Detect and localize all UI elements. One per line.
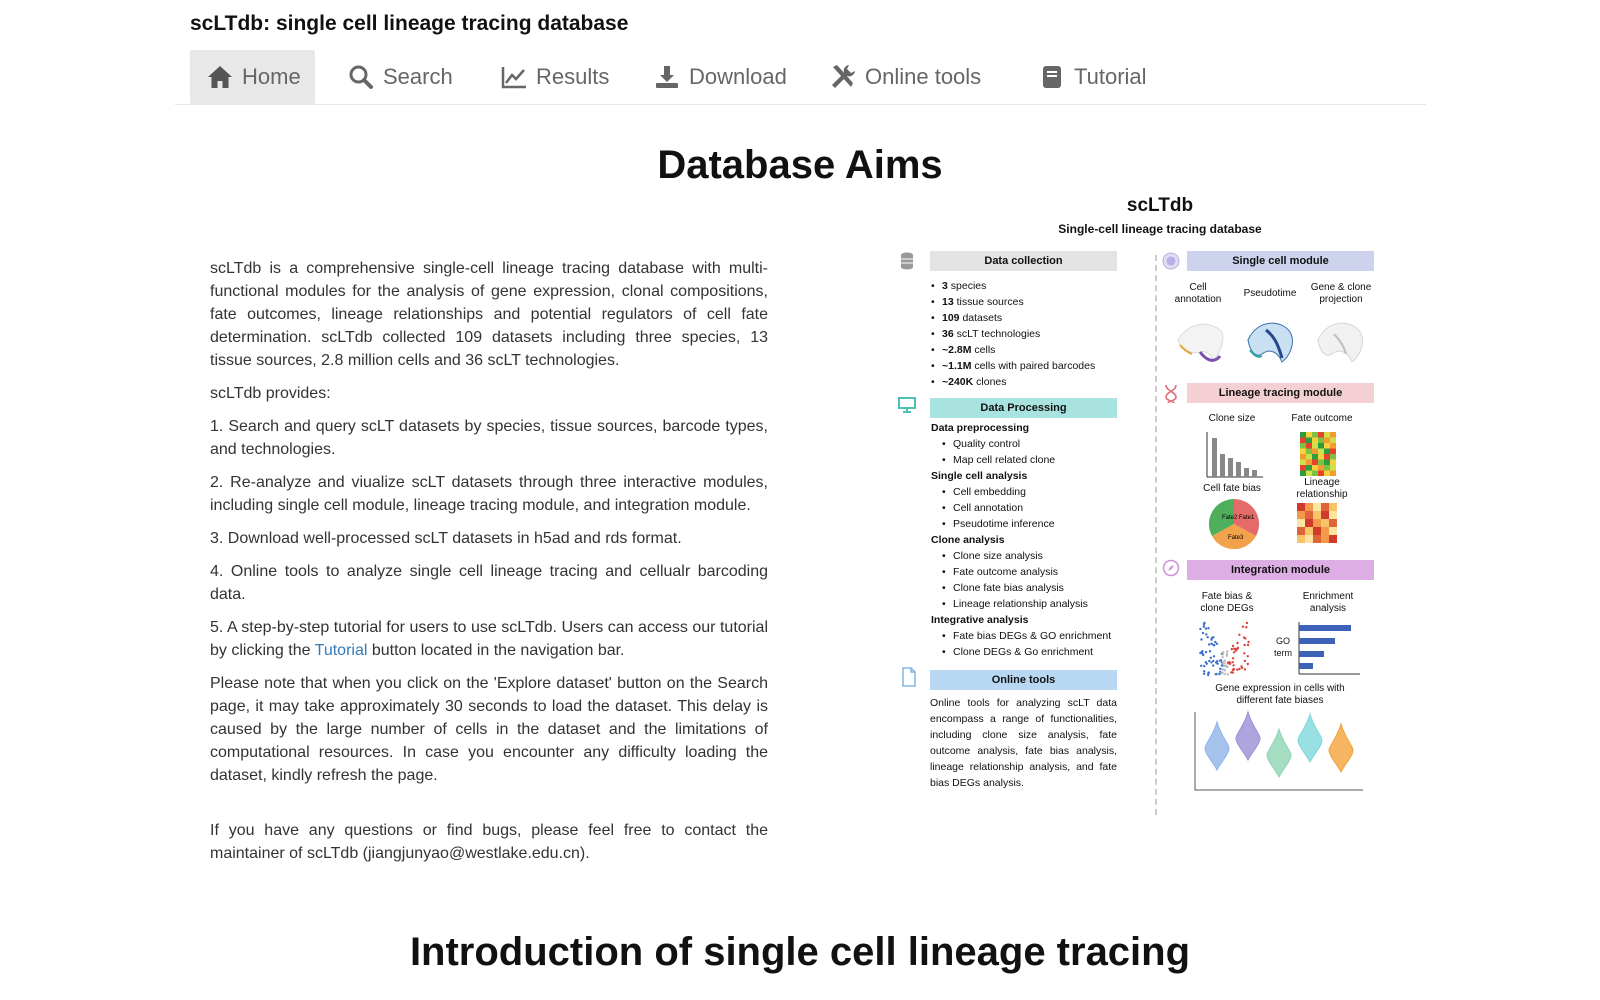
heatmap-cell [1329,511,1337,519]
main-nav [175,50,1426,105]
volcano-point [1203,625,1205,627]
heatmap-cell [1321,511,1329,519]
volcano-point [1200,638,1202,640]
aims-provides: scLTdb provides: [210,385,331,402]
search-icon [347,63,375,91]
figure-title: scLTdb [1126,195,1194,216]
data-processing-group-title: Clone analysis [931,534,1005,546]
data-processing-item: • Map cell related clone [953,454,1055,466]
volcano-point [1224,673,1226,675]
umap-embeddings [1170,310,1380,370]
volcano-point [1207,627,1209,629]
volcano-point [1216,660,1218,662]
data-processing-item: • Quality control [953,438,1020,450]
heatmap-cell [1305,535,1313,543]
heatmap-cell [1305,503,1313,511]
violin-plot [1185,710,1365,795]
data-processing-item: • Clone DEGs & Go enrichment [953,646,1093,658]
heatmap-cell [1324,465,1330,471]
volcano-plot [1195,620,1255,678]
data-collection-item: • ~240K clones [942,376,1007,388]
data-collection-item: • 36 scLT technologies [942,328,1040,340]
monitor-icon [898,396,916,419]
nav-search[interactable] [347,50,453,104]
heatmap-cell [1321,527,1329,535]
heatmap-cell [1313,527,1321,535]
pie-label-fate3: Fate3 [1228,535,1244,541]
violin-shape [1298,714,1322,762]
heatmap-cell [1329,519,1337,527]
heatmap-cell [1305,527,1313,535]
clone-size-label: Clone size [1208,413,1256,424]
volcano-point [1208,643,1210,645]
volcano-point [1247,663,1249,665]
volcano-point [1209,650,1211,652]
volcano-point [1203,622,1205,624]
heatmap-cell [1312,454,1318,460]
volcano-point [1230,671,1232,673]
heatmap-cell [1321,503,1329,511]
heatmap-cell [1330,432,1336,438]
book-icon [1038,63,1066,91]
volcano-point [1210,661,1212,663]
aims-intro: scLTdb is a comprehensive single-cell lineage tracing database with multi-functional modules for the analysis of gene expression, clonal compositions, fate outcomes, lineage relationships and potential regulators of cell fate determination. scLTdb collected 109 datasets including three species, 13 tissue sources, 2.8 million cells and 36 scLT technologies. [210,260,768,369]
volcano-point [1229,663,1231,665]
volcano-point [1240,665,1242,667]
volcano-point [1247,644,1249,646]
heatmap-cell [1306,432,1312,438]
volcano-point [1215,673,1217,675]
data-processing-header: Data Processing [930,398,1117,418]
aims-item-4: 4. Online tools to analyze single cell lineage tracing and cellualr barcoding data. [210,563,768,603]
volcano-point [1247,641,1249,643]
violin-shape [1205,722,1229,770]
fate-outcome-heatmap [1300,432,1336,476]
heatmap-cell [1306,471,1312,477]
heatmap-cell [1313,519,1321,527]
heatmap-cell [1329,503,1337,511]
heatmap-cell [1306,449,1312,455]
nav-download[interactable] [653,50,787,104]
enrichment-analysis-label: Enrichment analysis [1302,591,1354,614]
volcano-point [1232,645,1234,647]
volcano-point [1210,643,1212,645]
heatmap-cell [1305,511,1313,519]
heatmap-cell [1300,432,1306,438]
heatmap-cell [1318,465,1324,471]
heatmap-cell [1318,460,1324,466]
volcano-point [1245,626,1247,628]
volcano-point [1199,628,1201,630]
heatmap-cell [1318,443,1324,449]
gene-clone-projection-label: Gene & clone projection [1310,282,1372,305]
data-collection-item: • 109 datasets [942,312,1002,324]
integration-module-header: Integration module [1187,560,1374,580]
heatmap-cell [1312,449,1318,455]
heatmap-cell [1329,535,1337,543]
volcano-point [1238,634,1240,636]
heatmap-cell [1330,471,1336,477]
heatmap-cell [1300,460,1306,466]
volcano-point [1232,657,1234,659]
site-title: scLTdb: single cell lineage tracing database [190,12,629,35]
aims-text [210,257,768,875]
data-collection-item: • 3 species [942,280,986,292]
heatmap-cell [1300,443,1306,449]
volcano-point [1232,664,1234,666]
heatmap-cell [1300,471,1306,477]
volcano-point [1203,665,1205,667]
fate-outcome-label: Fate outcome [1291,413,1353,424]
volcano-point [1244,644,1246,646]
heatmap-cell [1312,443,1318,449]
cell-icon [1162,252,1180,275]
data-processing-item: • Fate outcome analysis [953,566,1058,578]
volcano-point [1224,665,1226,667]
heatmap-cell [1297,535,1305,543]
volcano-point [1223,669,1225,671]
download-icon [653,63,681,91]
volcano-point [1210,657,1212,659]
data-processing-group-title: Data preprocessing [931,422,1030,434]
data-processing-item: • Fate bias DEGs & GO enrichment [953,630,1111,642]
volcano-point [1238,668,1240,670]
pie-label-fate2: Fate2 [1222,515,1238,521]
violin-shape [1329,724,1353,772]
heatmap-cell [1324,438,1330,444]
data-collection-item: • ~1.1M cells with paired barcodes [942,360,1095,372]
database-icon [900,252,914,275]
aims-contact: If you have any questions or find bugs, please feel free to contact the maintainer of scLTdb (jiangjunyao@westlake.edu.cn). [210,822,768,862]
nav-home-label: Home [242,64,301,89]
volcano-point [1236,642,1238,644]
heatmap-cell [1330,460,1336,466]
fate-bias-clone-degs-label: Fate bias & clone DEGs [1200,591,1254,614]
heatmap-cell [1313,503,1321,511]
aims-item-3: 3. Download well-processed scLT datasets in h5ad and rds format. [210,530,682,547]
volcano-point [1208,660,1210,662]
volcano-point [1224,660,1226,662]
heatmap-cell [1313,535,1321,543]
data-processing-group-title: Single cell analysis [931,470,1028,482]
volcano-point [1210,639,1212,641]
volcano-point [1222,661,1224,663]
online-tools-description: Online tools for analyzing scLT data encompass a range of functionalities, including clone size analysis, fate outcome analysis, fate bias analysis, lineage relationship analysis, and fate bias DEGs analysis. [930,697,1117,789]
heatmap-cell [1318,432,1324,438]
violin-shape [1236,712,1260,760]
line-chart-icon [500,63,528,91]
heatmap-cell [1318,471,1324,477]
heatmap-cell [1306,465,1312,471]
home-icon [206,63,234,91]
nav-results[interactable] [500,50,609,104]
volcano-point [1203,670,1205,672]
volcano-point [1214,641,1216,643]
heatmap-cell [1312,465,1318,471]
heatmap-cell [1305,519,1313,527]
heatmap-cell [1297,527,1305,535]
nav-download-label: Download [689,64,787,89]
heatmap-cell [1300,454,1306,460]
heatmap-cell [1330,443,1336,449]
heatmap-cell [1324,432,1330,438]
heatmap-cell [1300,438,1306,444]
volcano-point [1212,660,1214,662]
volcano-point [1219,668,1221,670]
data-processing-item: • Clone size analysis [953,550,1043,562]
heatmap-cell [1312,432,1318,438]
lineage-tracing-module-header: Lineage tracing module [1187,383,1374,403]
data-collection-item: • ~2.8M cells [942,344,995,356]
volcano-point [1221,664,1223,666]
data-processing-item: • Lineage relationship analysis [953,598,1088,610]
volcano-point [1227,673,1229,675]
volcano-point [1212,664,1214,666]
fate-bias-pie [1207,497,1261,551]
volcano-point [1207,674,1209,676]
cell-annotation-label: Cell annotation [1174,282,1222,305]
aims-item-1: 1. Search and query scLT datasets by species, tissue sources, barcode types, and technologies. [210,418,768,458]
nav-online-tools[interactable] [829,50,981,104]
volcano-point [1219,659,1221,661]
volcano-point [1205,627,1207,629]
volcano-point [1246,622,1248,624]
introduction-heading: Introduction of single cell lineage tracing [409,930,1191,974]
heatmap-cell [1324,460,1330,466]
go-enrichment-bar-chart [1296,620,1362,676]
volcano-point [1221,656,1223,658]
online-tools-header: Online tools [930,670,1117,690]
volcano-point [1212,636,1214,638]
volcano-point [1200,665,1202,667]
volcano-point [1205,633,1207,635]
heatmap-cell [1324,454,1330,460]
data-processing-item: • Cell annotation [953,502,1023,514]
data-collection-item: • 13 tissue sources [942,296,1024,308]
heatmap-cell [1330,438,1336,444]
volcano-point [1226,653,1228,655]
heatmap-cell [1321,519,1329,527]
data-processing-item: • Pseudotime inference [953,518,1055,530]
heatmap-cell [1330,449,1336,455]
volcano-point [1236,669,1238,671]
heatmap-cell [1300,465,1306,471]
heatmap-cell [1297,519,1305,527]
aims-item-5-text-end: button located in the navigation bar. [367,642,625,659]
volcano-point [1207,636,1209,638]
volcano-point [1235,650,1237,652]
aims-item-5 [210,616,768,662]
volcano-point [1205,651,1207,653]
nav-online-tools-label: Online tools [865,64,982,89]
compass-icon [1162,559,1180,582]
violin-shape [1267,729,1291,777]
heatmap-cell [1297,503,1305,511]
volcano-point [1247,655,1249,657]
heatmap-cell [1318,438,1324,444]
nav-results-label: Results [536,64,610,89]
volcano-point [1218,673,1220,675]
heatmap-cell [1318,454,1324,460]
heatmap-cell [1324,443,1330,449]
heatmap-cell [1321,535,1329,543]
heatmap-cell [1306,443,1312,449]
heatmap-cell [1313,511,1321,519]
heatmap-cell [1312,460,1318,466]
heatmap-cell [1324,449,1330,455]
data-processing-item: • Clone fate bias analysis [953,582,1064,594]
scltdb-overview-figure [900,195,1420,815]
volcano-point [1213,655,1215,657]
data-collection-header: Data collection [930,251,1117,271]
volcano-point [1243,652,1245,654]
volcano-point [1206,663,1208,665]
aims-note: Please note that when you click on the 'Explore dataset' button on the Search page, it may take approximately 30 seconds to load the dataset. This delay is caused by the large number of cells in the dataset and the limitations of computational resources. In case you encounter any difficulty loading the dataset, kindly refresh the page. [210,675,768,784]
nav-tutorial-label: Tutorial [1074,64,1147,89]
nav-tutorial[interactable] [1038,50,1147,104]
data-processing-item: • Cell embedding [953,486,1026,498]
heatmap-cell [1306,454,1312,460]
volcano-point [1226,650,1228,652]
database-aims-heading: Database Aims [657,143,943,187]
gene-expression-label: Gene expression in cells with different fate biases [1215,683,1345,706]
nav-search-label: Search [383,64,453,89]
aims-item-5-text: 5. A step-by-step tutorial for users to use scLTdb. Users can access our tutorial by clicking the [210,619,768,659]
lineage-relationship-heatmap [1297,503,1339,545]
volcano-point [1242,626,1244,628]
heatmap-cell [1330,465,1336,471]
volcano-point [1201,651,1203,653]
figure-subtitle: Single-cell lineage tracing database [1058,222,1262,236]
tutorial-link[interactable]: Tutorial [314,642,368,659]
heatmap-cell [1306,460,1312,466]
nav-home[interactable] [190,50,315,104]
volcano-point [1203,673,1205,675]
heatmap-cell [1318,449,1324,455]
go-term-label: GO term [1274,636,1292,658]
volcano-point [1231,661,1233,663]
volcano-point [1244,660,1246,662]
heatmap-cell [1312,471,1318,477]
heatmap-cell [1329,527,1337,535]
heatmap-cell [1324,471,1330,477]
data-processing-group-title: Integrative analysis [931,614,1029,626]
volcano-point [1244,668,1246,670]
pseudotime-label: Pseudotime [1243,288,1297,299]
volcano-point [1233,668,1235,670]
volcano-point [1233,651,1235,653]
single-cell-module-header: Single cell module [1187,251,1374,271]
clone-size-bar-chart [1205,430,1265,480]
heatmap-cell [1297,511,1305,519]
volcano-point [1243,636,1245,638]
volcano-point [1222,651,1224,653]
volcano-point [1202,632,1204,634]
heatmap-cell [1330,454,1336,460]
document-icon [901,667,917,692]
heatmap-cell [1306,438,1312,444]
aims-item-2: 2. Re-analyze and viualize scLT datasets through three interactive modules, including single cell module, lineage tracing module, and integration module. [210,474,768,514]
figure-divider [1155,255,1157,815]
volcano-point [1231,648,1233,650]
dna-icon [1164,384,1178,409]
pie-label-fate1: Fate1 [1239,515,1255,521]
cell-fate-bias-label: Cell fate bias [1203,483,1261,494]
tools-icon [829,63,857,91]
heatmap-cell [1312,438,1318,444]
heatmap-cell [1300,449,1306,455]
volcano-point [1221,672,1223,674]
lineage-relationship-label: Lineage relationship [1296,477,1348,500]
